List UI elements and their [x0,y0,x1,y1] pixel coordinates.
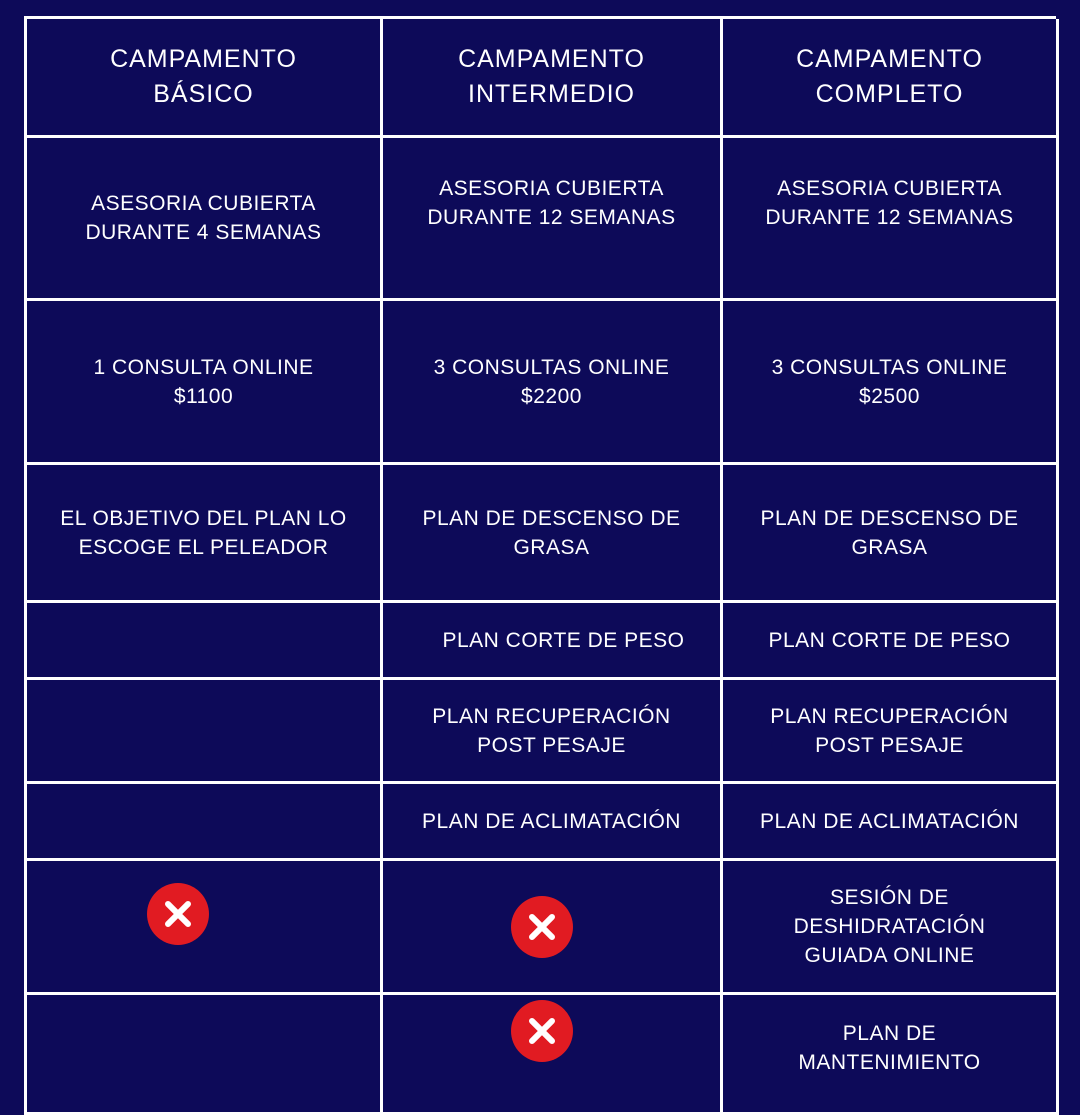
cell-recovery-basico [27,680,383,784]
cell-maintenance-completo: PLAN DE MANTENIMIENTO [723,995,1059,1115]
x-circle-icon [511,896,573,958]
cell-dehydration-intermedio [383,861,723,995]
cell-acclimatization-intermedio: PLAN DE ACLIMATACIÓN [383,784,723,861]
cell-objective-basico: EL OBJETIVO DEL PLAN LO ESCOGE EL PELEADOR [27,465,383,603]
cell-acclimatization-completo: PLAN DE ACLIMATACIÓN [723,784,1059,861]
cell-recovery-intermedio: PLAN RECUPERACIÓN POST PESAJE [383,680,723,784]
cell-price-intermedio: 3 CONSULTAS ONLINE $2200 [383,301,723,465]
comparison-table [24,16,1056,1115]
cell-weight-cut-intermedio: PLAN CORTE DE PESO [383,603,723,680]
cell-weight-cut-completo: PLAN CORTE DE PESO [723,603,1059,680]
cell-recovery-completo: PLAN RECUPERACIÓN POST PESAJE [723,680,1059,784]
column-header-basico: CAMPAMENTO BÁSICO [27,19,383,138]
x-circle-icon [511,1000,573,1062]
cell-coverage-completo: ASESORIA CUBIERTA DURANTE 12 SEMANAS [723,138,1059,301]
x-circle-icon [147,883,209,945]
cell-coverage-intermedio: ASESORIA CUBIERTA DURANTE 12 SEMANAS [383,138,723,301]
cell-maintenance-intermedio [383,995,723,1115]
cell-dehydration-basico [27,861,383,995]
cell-price-basico: 1 CONSULTA ONLINE $1100 [27,301,383,465]
cell-coverage-basico: ASESORIA CUBIERTA DURANTE 4 SEMANAS [27,138,383,301]
column-header-completo: CAMPAMENTO COMPLETO [723,19,1059,138]
cell-price-completo: 3 CONSULTAS ONLINE $2500 [723,301,1059,465]
cell-objective-intermedio: PLAN DE DESCENSO DE GRASA [383,465,723,603]
cell-maintenance-basico [27,995,383,1115]
cell-dehydration-completo: SESIÓN DE DESHIDRATACIÓN GUIADA ONLINE [723,861,1059,995]
column-header-intermedio: CAMPAMENTO INTERMEDIO [383,19,723,138]
cell-objective-completo: PLAN DE DESCENSO DE GRASA [723,465,1059,603]
cell-weight-cut-basico [27,603,383,680]
cell-acclimatization-basico [27,784,383,861]
